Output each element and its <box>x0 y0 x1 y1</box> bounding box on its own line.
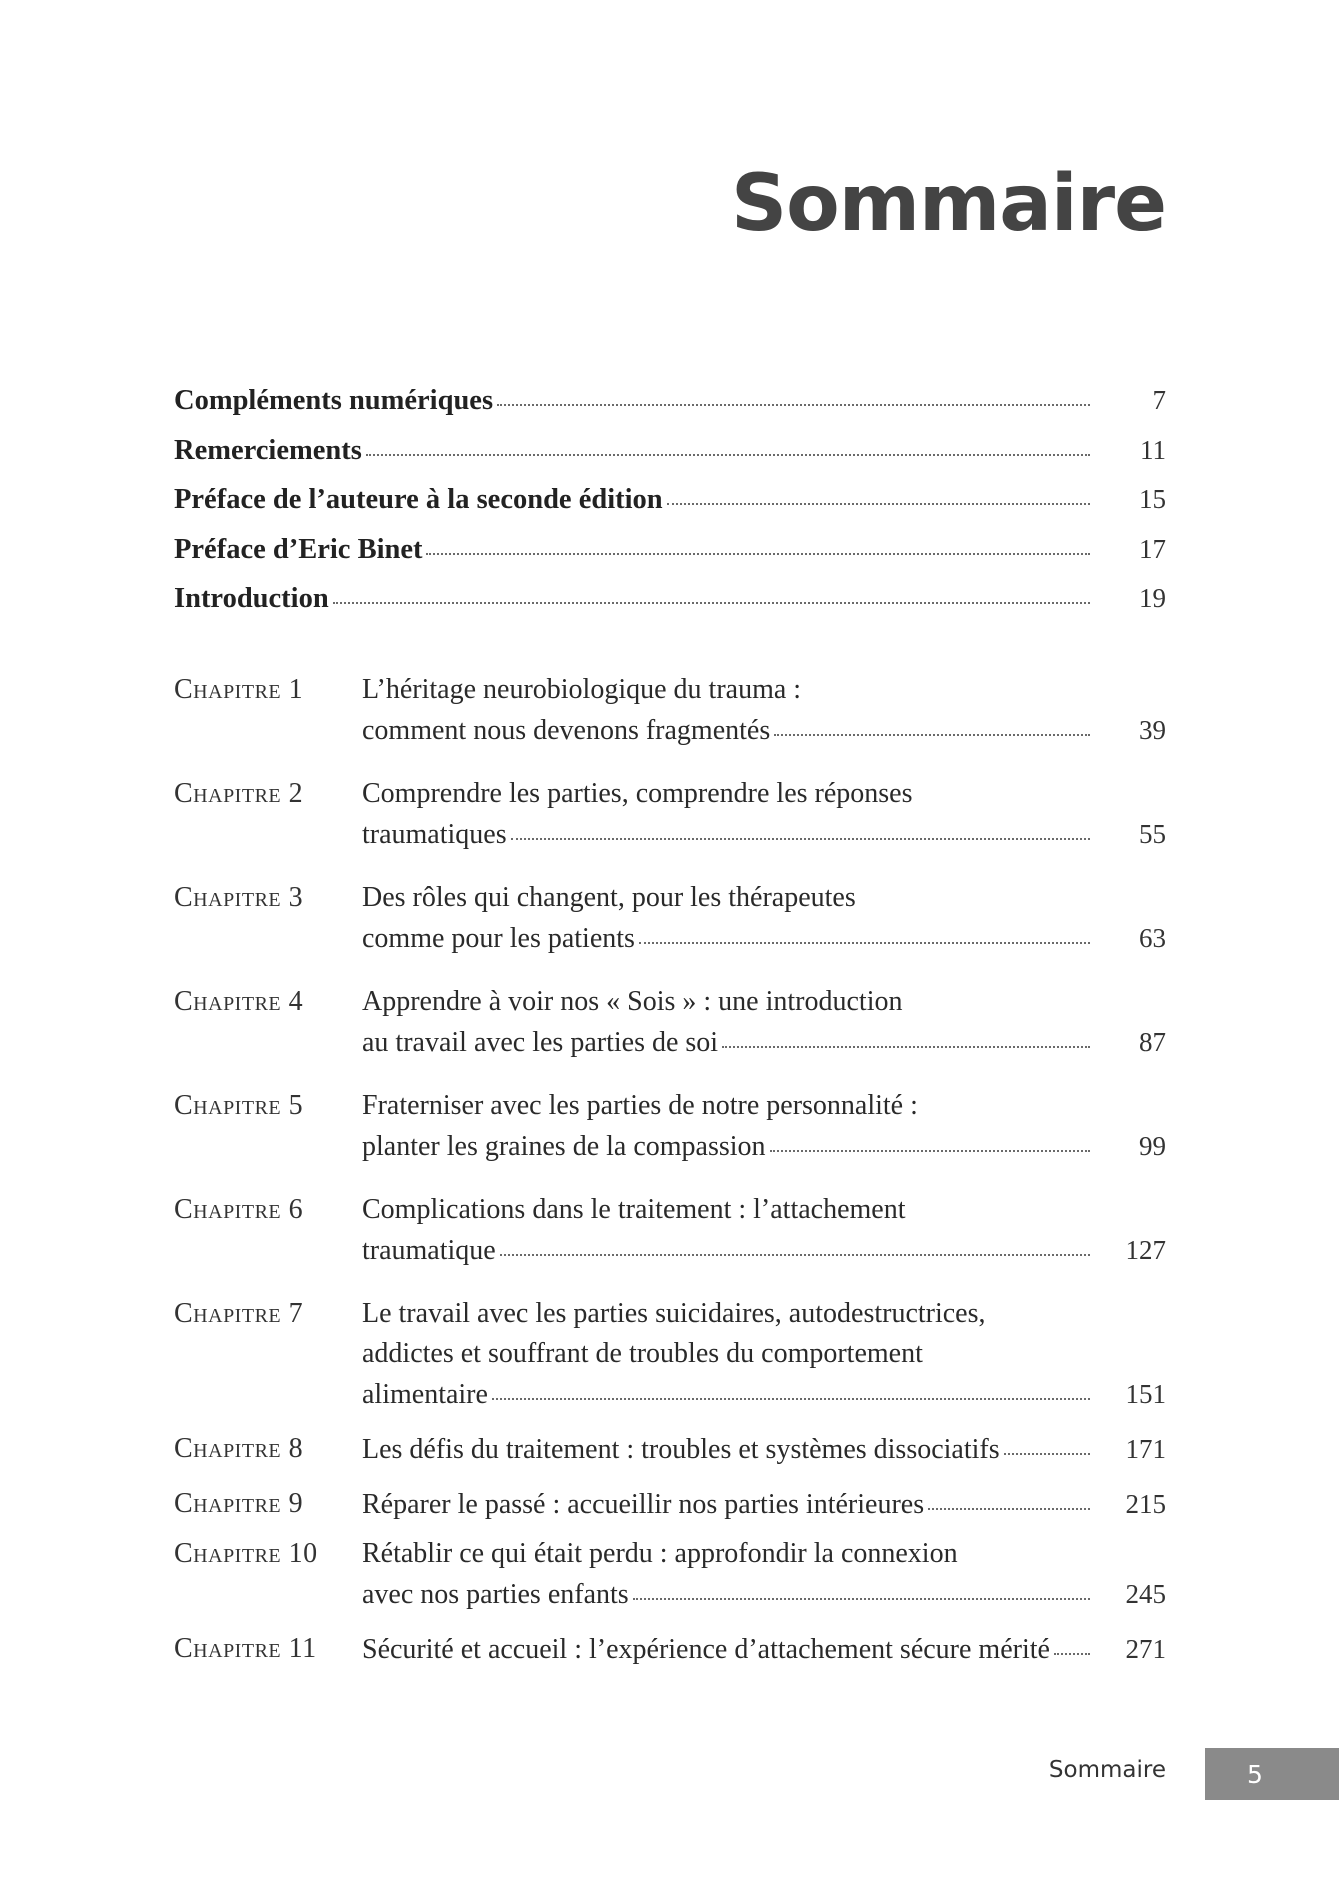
dot-leader <box>366 454 1090 456</box>
chapter-title-last-line <box>362 1629 1166 1670</box>
dot-leader <box>639 942 1090 944</box>
chapter-label: Chapitre 11 <box>174 1633 317 1664</box>
toc-entry-preface-binet[interactable] <box>174 534 1166 584</box>
chapter-title-last-line <box>362 1374 1166 1415</box>
toc-entry-preface-auteure[interactable] <box>174 484 1166 534</box>
chapter-title-text: traumatiques <box>362 819 507 850</box>
chapter-label: Chapitre 9 <box>174 1488 304 1519</box>
chapter-title-text: au travail avec les parties de soi <box>362 1027 719 1058</box>
toc-chapter-3[interactable] <box>174 878 1166 959</box>
chapter-title <box>362 1190 1166 1271</box>
chapter-title <box>362 774 1166 855</box>
chapter-title <box>362 1086 1166 1167</box>
toc-page-number: 215 <box>1125 1489 1166 1519</box>
chapter-title-line: L’héritage neurobiologique du trauma : <box>362 674 802 705</box>
chapter-title-text: Sécurité et accueil : l’expérience d’attachement sécure mérité <box>362 1634 1050 1665</box>
chapter-title-last-line <box>362 814 1166 855</box>
toc-page-number: 55 <box>1139 819 1166 849</box>
chapter-title-text: avec nos parties enfants <box>362 1579 629 1610</box>
chapter-title <box>362 1429 1166 1470</box>
chapter-title-text: traumatique <box>362 1235 496 1266</box>
chapter-label: Chapitre 4 <box>174 986 304 1017</box>
dot-leader <box>928 1508 1090 1510</box>
toc-entry-remerciements[interactable] <box>174 435 1166 485</box>
toc-page-number: 19 <box>1139 583 1166 613</box>
dot-leader <box>497 404 1090 406</box>
dot-leader <box>511 838 1090 840</box>
toc-page-number: 11 <box>1140 434 1166 465</box>
toc-page-number: 151 <box>1125 1379 1166 1409</box>
chapter-label: Chapitre 10 <box>174 1538 318 1569</box>
toc-entry-title: Compléments numériques <box>174 385 494 416</box>
chapter-title <box>362 1629 1166 1670</box>
toc-chapter-5[interactable] <box>174 1086 1166 1167</box>
dot-leader <box>333 602 1090 604</box>
dot-leader <box>426 553 1090 555</box>
chapter-title-last-line <box>362 1484 1166 1525</box>
toc-page-number: 171 <box>1125 1434 1166 1464</box>
toc-chapter-7[interactable] <box>174 1294 1166 1415</box>
chapter-title-last-line <box>362 1126 1166 1167</box>
toc-chapter-4[interactable] <box>174 982 1166 1063</box>
chapter-label: Chapitre 8 <box>174 1433 304 1464</box>
chapter-title-line: Le travail avec les parties suicidaires, autodestructrices, <box>362 1298 986 1329</box>
chapter-title-last-line <box>362 1574 1166 1615</box>
chapter-label: Chapitre 6 <box>174 1194 304 1225</box>
chapter-title <box>362 670 1166 751</box>
dot-leader <box>722 1046 1090 1048</box>
toc-chapter-8[interactable] <box>174 1429 1166 1470</box>
chapter-title-last-line <box>362 1022 1166 1063</box>
toc-entry-title: Préface de l’auteure à la seconde édition <box>174 484 663 515</box>
chapter-title <box>362 878 1166 959</box>
chapter-title <box>362 982 1166 1063</box>
chapter-label: Chapitre 5 <box>174 1090 304 1121</box>
dot-leader <box>633 1598 1090 1600</box>
toc-chapter-9[interactable] <box>174 1484 1166 1525</box>
dot-leader <box>770 1150 1090 1152</box>
footer-section-label: Sommaire <box>1048 1757 1166 1783</box>
toc-entry-title: Préface d’Eric Binet <box>174 533 423 565</box>
toc-page-number: 271 <box>1125 1634 1166 1664</box>
dot-leader <box>1004 1453 1090 1455</box>
toc-entry-title: Introduction <box>174 583 329 614</box>
toc-page-number: 17 <box>1139 533 1166 564</box>
chapter-title-last-line <box>362 918 1166 959</box>
toc-page-number: 15 <box>1139 484 1166 514</box>
chapter-title-text: alimentaire <box>362 1379 488 1410</box>
chapter-title-text: comme pour les patients <box>362 923 635 954</box>
toc-page-number: 7 <box>1152 385 1166 415</box>
chapter-label: Chapitre 3 <box>174 882 304 913</box>
toc-page-number: 99 <box>1139 1131 1166 1161</box>
toc-chapter-10[interactable] <box>174 1534 1166 1615</box>
chapter-title-line: Comprendre les parties, comprendre les réponses <box>362 778 913 809</box>
toc-chapter-2[interactable] <box>174 774 1166 855</box>
chapter-title <box>362 1294 1166 1415</box>
toc-chapter-11[interactable] <box>174 1629 1166 1670</box>
chapter-title-line: Complications dans le traitement : l’attachement <box>362 1194 906 1225</box>
chapter-title-line: Des rôles qui changent, pour les thérapeutes <box>362 882 856 913</box>
page-title: Sommaire <box>730 159 1166 249</box>
chapter-title-line: Fraterniser avec les parties de notre personnalité : <box>362 1090 918 1121</box>
chapter-label: Chapitre 2 <box>174 778 304 809</box>
chapter-label: Chapitre 1 <box>174 674 304 705</box>
dot-leader <box>667 503 1090 505</box>
toc-entry-title: Remerciements <box>174 434 362 466</box>
toc-page-number: 127 <box>1125 1235 1166 1265</box>
front-matter-list <box>174 385 1166 633</box>
toc-chapter-1[interactable] <box>174 670 1166 751</box>
chapter-title-last-line <box>362 710 1166 751</box>
toc-page-number: 63 <box>1139 923 1166 953</box>
toc-entry-introduction[interactable] <box>174 583 1166 633</box>
chapter-title-last-line <box>362 1429 1166 1470</box>
toc-entry-complements[interactable] <box>174 385 1166 435</box>
chapter-title-text: Réparer le passé : accueillir nos parties intérieures <box>362 1489 925 1520</box>
toc-chapter-6[interactable] <box>174 1190 1166 1271</box>
chapter-label: Chapitre 7 <box>174 1298 304 1329</box>
dot-leader <box>492 1398 1090 1400</box>
toc-page-number: 39 <box>1139 715 1166 745</box>
chapter-title-line: addictes et souffrant de troubles du comportement <box>362 1338 923 1369</box>
page-number-tab: 5 <box>1205 1748 1339 1800</box>
chapter-list <box>174 670 1166 1670</box>
chapter-title-line: Apprendre à voir nos « Sois » : une introduction <box>362 986 903 1017</box>
chapter-title-line: Rétablir ce qui était perdu : approfondir la connexion <box>362 1538 958 1569</box>
chapter-title <box>362 1534 1166 1615</box>
dot-leader <box>1054 1653 1090 1655</box>
toc-page-number: 87 <box>1139 1027 1166 1057</box>
dot-leader <box>774 734 1090 736</box>
chapter-title-text: planter les graines de la compassion <box>362 1131 766 1162</box>
chapter-title-text: Les défis du traitement : troubles et systèmes dissociatifs <box>362 1434 1000 1465</box>
chapter-title-last-line <box>362 1230 1166 1271</box>
chapter-title-text: comment nous devenons fragmentés <box>362 715 771 746</box>
dot-leader <box>500 1254 1090 1256</box>
chapter-title <box>362 1484 1166 1525</box>
toc-page-number: 245 <box>1125 1579 1166 1609</box>
